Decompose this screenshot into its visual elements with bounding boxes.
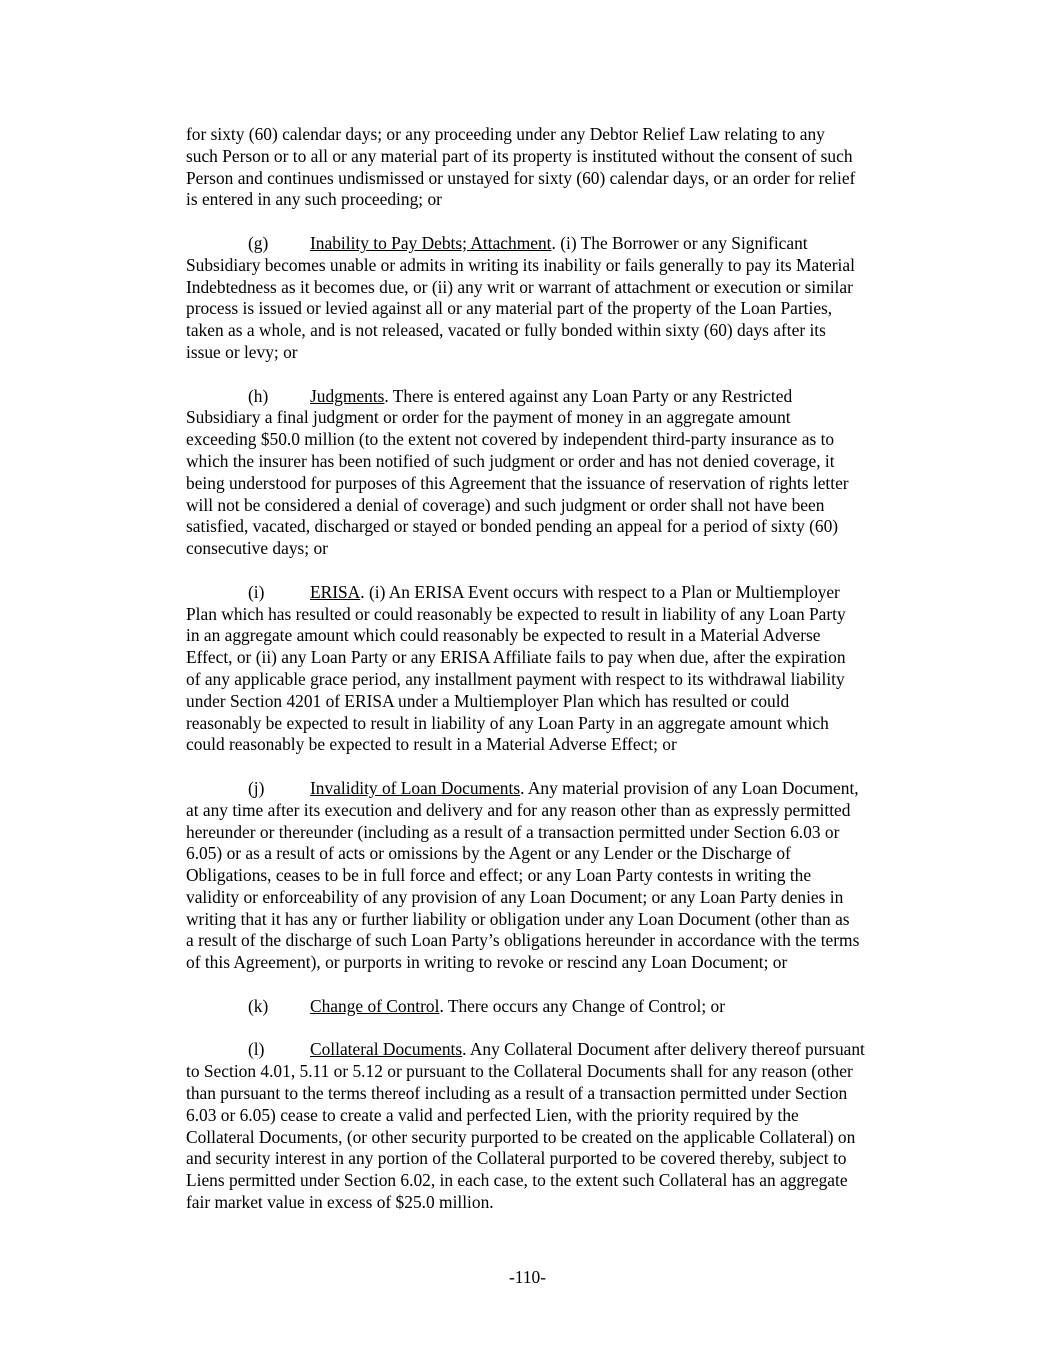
section-label: (k) — [248, 995, 269, 1016]
text-line: Subsidiary becomes unable or admits in writing its inability or fails generally to pay its Material — [186, 254, 855, 275]
section-j-paragraph — [186, 778, 926, 974]
section-text: . There is entered against any Loan Party or any Restricted — [384, 385, 793, 406]
text-line: to Section 4.01, 5.11 or 5.12 or pursuant to the Collateral Documents shall for any reason (other — [186, 1061, 853, 1082]
section-k-paragraph — [186, 996, 926, 1018]
section-i-paragraph — [186, 582, 926, 756]
section-text: . Any material provision of any Loan Document, — [520, 777, 859, 798]
section-l-paragraph — [186, 1039, 926, 1213]
text-line: and security interest in any portion of the Collateral purported to be covered thereby, subject to — [186, 1148, 847, 1169]
section-h-paragraph — [186, 386, 926, 560]
section-label: (g) — [248, 232, 269, 253]
text-line: validity or enforceability of any provision of any Loan Document; or any Loan Party denies in — [186, 886, 844, 907]
section-label: (l) — [248, 1039, 265, 1060]
section-heading: Change of Control — [310, 995, 440, 1016]
document-page — [186, 124, 926, 1236]
text-line: Obligations, ceases to be in full force and effect; or any Loan Party contests in writing the — [186, 865, 812, 886]
text-line: for sixty (60) calendar days; or any proceeding under any Debtor Relief Law relating to any — [186, 124, 825, 144]
section-text: . Any Collateral Document after delivery thereof pursuant — [462, 1039, 865, 1060]
text-line: exceeding $50.0 million (to the extent not covered by independent third-party insurance as to — [186, 429, 835, 450]
text-line: taken as a whole, and is not released, vacated or fully bonded within sixty (60) days after its — [186, 320, 826, 341]
section-heading: Collateral Documents — [310, 1039, 463, 1060]
text-line: reasonably be expected to result in liability of any Loan Party in an aggregate amount which — [186, 712, 829, 733]
text-line: Effect, or (ii) any Loan Party or any ERISA Affiliate fails to pay when due, after the expiration — [186, 647, 846, 668]
intro-paragraph — [186, 124, 926, 211]
text-line: could reasonably be expected to result in a Material Adverse Effect; or — [186, 734, 677, 755]
text-line: being understood for purposes of this Agreement that the issuance of reservation of rights letter — [186, 472, 849, 493]
text-line: 6.05) or as a result of acts or omissions by the Agent or any Lender or the Discharge of — [186, 843, 791, 864]
section-heading: Inability to Pay Debts; Attachment — [310, 232, 552, 253]
section-first-line — [186, 582, 926, 604]
section-first-line — [186, 1039, 926, 1061]
section-text: . (i) An ERISA Event occurs with respect to a Plan or Multiemployer — [360, 581, 840, 602]
text-line: Indebtedness as it becomes due, or (ii) any writ or warrant of attachment or execution or similar — [186, 276, 853, 297]
text-line: consecutive days; or — [186, 538, 328, 559]
text-line: 6.03 or 6.05) cease to create a valid and perfected Lien, with the priority required by the — [186, 1104, 799, 1125]
text-line: is entered in any such proceeding; or — [186, 189, 442, 210]
section-text: . There occurs any Change of Control; or — [439, 995, 726, 1016]
text-line: of any applicable grace period, any installment payment with respect to its withdrawal liability — [186, 668, 845, 689]
text-line: such Person or to all or any material part of its property is instituted without the consent of such — [186, 145, 853, 166]
section-g-paragraph — [186, 233, 926, 364]
text-line: of this Agreement), or purports in writing to revoke or rescind any Loan Document; or — [186, 952, 788, 973]
text-line: under Section 4201 of ERISA under a Multiemployer Plan which has resulted or could — [186, 690, 790, 711]
section-text: . (i) The Borrower or any Significant — [551, 232, 808, 253]
text-line: than pursuant to the terms thereof including as a result of a transaction permitted under Section — [186, 1083, 848, 1104]
text-line: issue or levy; or — [186, 341, 298, 362]
text-line: will not be considered a denial of coverage) and such judgment or order shall not have been — [186, 494, 825, 515]
text-line: writing that it has any or further liability or obligation under any Loan Document (other than as — [186, 908, 850, 929]
section-heading: Judgments — [310, 385, 385, 406]
text-line: process is issued or levied against all or any material part of the property of the Loan Parties, — [186, 298, 833, 319]
text-line: Collateral Documents, (or other security purported to be created on the applicable Collateral) on — [186, 1126, 856, 1147]
text-line: Subsidiary a final judgment or order for the payment of money in an aggregate amount — [186, 407, 791, 428]
text-line: Person and continues undismissed or unstayed for sixty (60) calendar days, or an order for relief — [186, 167, 856, 188]
section-first-line — [186, 996, 926, 1018]
text-line: which the insurer has been notified of such judgment or order and has not denied coverage, it — [186, 450, 835, 471]
text-line: Liens permitted under Section 6.02, in each case, to the extent such Collateral has an aggregate — [186, 1170, 848, 1191]
page-number: -110- — [508, 1267, 547, 1287]
text-line: hereunder or thereunder (including as a result of a transaction permitted under Section 6.03 or — [186, 821, 840, 842]
section-label: (h) — [248, 385, 269, 406]
text-line: Plan which has resulted or could reasonably be expected to result in liability of any Loan Party — [186, 603, 846, 624]
section-heading: Invalidity of Loan Documents — [310, 777, 521, 798]
section-label: (j) — [248, 777, 265, 798]
text-line: fair market value in excess of $25.0 million. — [186, 1192, 494, 1213]
section-first-line — [186, 233, 926, 255]
text-line: at any time after its execution and delivery and for any reason other than as expressly permitted — [186, 799, 851, 820]
text-line: satisfied, vacated, discharged or stayed or bonded pending an appeal for a period of sixty (60) — [186, 516, 839, 537]
section-heading: ERISA — [310, 581, 361, 602]
text-line: in an aggregate amount which could reasonably be expected to result in a Material Adverse — [186, 625, 821, 646]
section-first-line — [186, 778, 926, 800]
section-label: (i) — [248, 581, 265, 602]
section-first-line — [186, 386, 926, 408]
text-line: a result of the discharge of such Loan Party’s obligations hereunder in accordance with the terms — [186, 930, 860, 951]
